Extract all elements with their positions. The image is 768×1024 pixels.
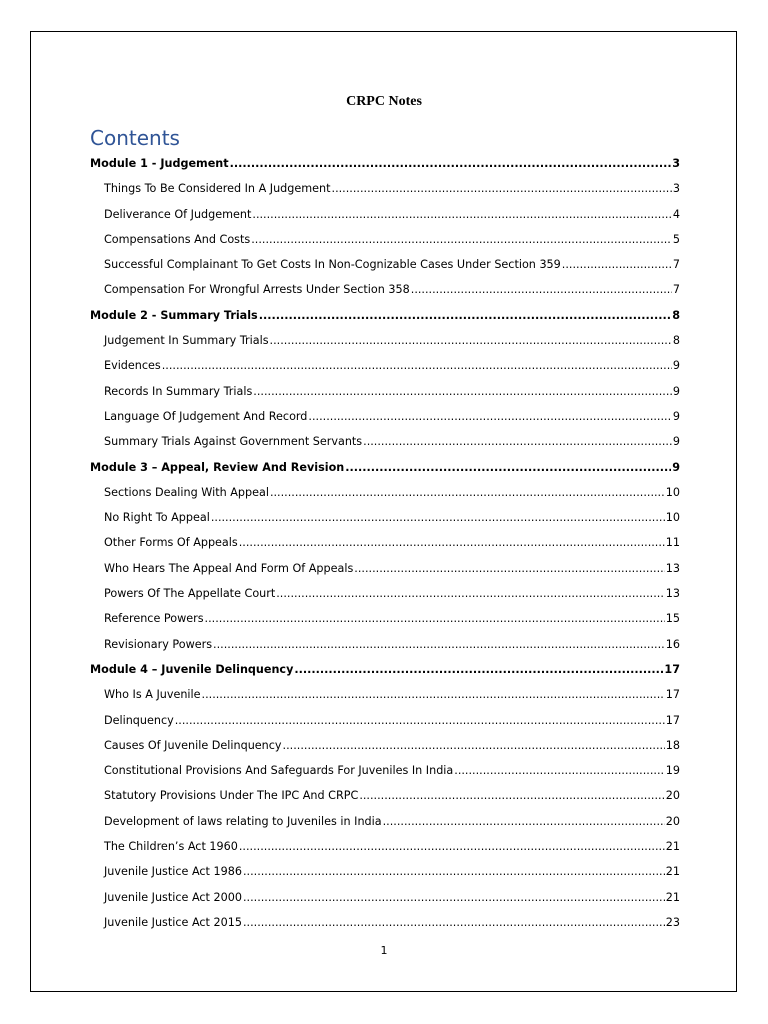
toc-entry-text: Juvenile Justice Act 1986 — [104, 865, 242, 879]
toc-entry-page: 4 — [672, 207, 680, 221]
toc-entry-page: 21 — [665, 890, 680, 904]
toc-dot-leader — [359, 783, 664, 808]
toc-section-entry[interactable] — [90, 530, 680, 555]
toc-entry-page: 9 — [672, 359, 680, 373]
toc-entry-text: Successful Complainant To Get Costs In Non-Cognizable Cases Under Section 359 — [104, 258, 561, 272]
table-of-contents — [90, 151, 680, 935]
toc-dot-leader — [276, 581, 665, 606]
toc-entry-text: Module 2 - Summary Trials — [90, 308, 258, 322]
toc-section-entry[interactable] — [90, 379, 680, 404]
toc-entry-text: Who Is A Juvenile — [104, 688, 201, 702]
toc-module-entry[interactable] — [90, 303, 680, 328]
toc-entry-page: 23 — [665, 915, 680, 929]
toc-dot-leader — [239, 834, 665, 859]
toc-entry-page: 15 — [665, 612, 680, 626]
toc-entry-page: 21 — [665, 840, 680, 854]
toc-section-entry[interactable] — [90, 708, 680, 733]
toc-entry-text: Deliverance Of Judgement — [104, 207, 252, 221]
toc-section-entry[interactable] — [90, 480, 680, 505]
toc-entry-page: 10 — [665, 511, 680, 525]
toc-dot-leader — [243, 859, 665, 884]
toc-section-entry[interactable] — [90, 885, 680, 910]
toc-entry-text: Judgement In Summary Trials — [104, 334, 269, 348]
toc-dot-leader — [251, 227, 672, 252]
toc-entry-text: Delinquency — [104, 713, 174, 727]
toc-section-entry[interactable] — [90, 227, 680, 252]
toc-section-entry[interactable] — [90, 783, 680, 808]
toc-dot-leader — [294, 657, 663, 682]
toc-entry-text: Juvenile Justice Act 2015 — [104, 915, 242, 929]
toc-dot-leader — [383, 809, 665, 834]
toc-section-entry[interactable] — [90, 606, 680, 631]
toc-entry-text: Summary Trials Against Government Servants — [104, 435, 363, 449]
toc-section-entry[interactable] — [90, 353, 680, 378]
toc-module-entry[interactable] — [90, 151, 680, 176]
toc-dot-leader — [345, 455, 671, 480]
toc-entry-text: Constitutional Provisions And Safeguards For Juveniles In India — [104, 764, 454, 778]
toc-entry-text: Powers Of The Appellate Court — [104, 587, 276, 601]
toc-entry-page: 9 — [672, 460, 680, 474]
toc-dot-leader — [211, 505, 665, 530]
toc-entry-page: 21 — [665, 865, 680, 879]
toc-entry-page: 11 — [665, 536, 680, 550]
toc-entry-page: 18 — [665, 738, 680, 752]
toc-section-entry[interactable] — [90, 859, 680, 884]
toc-section-entry[interactable] — [90, 581, 680, 606]
toc-entry-page: 8 — [672, 308, 680, 322]
toc-entry-text: Revisionary Powers — [104, 637, 213, 651]
toc-entry-text: Reference Powers — [104, 612, 204, 626]
toc-section-entry[interactable] — [90, 733, 680, 758]
toc-entry-text: Compensation For Wrongful Arrests Under Section 358 — [104, 283, 410, 297]
toc-entry-page: 3 — [672, 157, 680, 170]
toc-entry-text: Module 1 - Judgement — [90, 157, 229, 170]
toc-entry-text: Juvenile Justice Act 2000 — [104, 890, 242, 904]
toc-entry-text: Compensations And Costs — [104, 232, 251, 246]
toc-entry-text: Records In Summary Trials — [104, 384, 253, 398]
toc-entry-text: Causes Of Juvenile Delinquency — [104, 738, 282, 752]
toc-section-entry[interactable] — [90, 556, 680, 581]
toc-entry-page: 16 — [665, 637, 680, 651]
toc-entry-text: Statutory Provisions Under The IPC And CRPC — [104, 789, 359, 803]
toc-entry-text: Things To Be Considered In A Judgement — [104, 182, 331, 196]
toc-entry-page: 9 — [672, 409, 680, 423]
toc-entry-page: 9 — [672, 435, 680, 449]
toc-section-entry[interactable] — [90, 758, 680, 783]
toc-dot-leader — [162, 353, 672, 378]
page-number: 1 — [380, 944, 388, 957]
toc-section-entry[interactable] — [90, 632, 680, 657]
toc-entry-page: 19 — [665, 764, 680, 778]
toc-dot-leader — [332, 176, 672, 201]
toc-entry-page: 13 — [665, 561, 680, 575]
toc-section-entry[interactable] — [90, 404, 680, 429]
toc-dot-leader — [205, 606, 665, 631]
toc-dot-leader — [213, 632, 665, 657]
toc-dot-leader — [270, 480, 665, 505]
toc-dot-leader — [252, 202, 671, 227]
toc-entry-page: 10 — [665, 485, 680, 499]
toc-entry-text: Module 3 – Appeal, Review And Revision — [90, 460, 345, 474]
toc-entry-text: Sections Dealing With Appeal — [104, 485, 269, 499]
toc-section-entry[interactable] — [90, 176, 680, 201]
toc-dot-leader — [243, 885, 665, 910]
toc-entry-text: No Right To Appeal — [104, 511, 210, 525]
toc-section-entry[interactable] — [90, 429, 680, 454]
toc-dot-leader — [454, 758, 664, 783]
toc-entry-page: 20 — [665, 814, 680, 828]
toc-dot-leader — [308, 404, 671, 429]
toc-entry-page: 17 — [665, 713, 680, 727]
toc-dot-leader — [283, 733, 665, 758]
toc-entry-text: Evidences — [104, 359, 161, 373]
toc-entry-page: 7 — [672, 258, 680, 272]
toc-section-entry[interactable] — [90, 202, 680, 227]
toc-entry-page: 9 — [672, 384, 680, 398]
toc-section-entry[interactable] — [90, 809, 680, 834]
toc-entry-text: Who Hears The Appeal And Form Of Appeals — [104, 561, 354, 575]
toc-dot-leader — [259, 303, 671, 328]
toc-dot-leader — [175, 708, 665, 733]
document-title: CRPC Notes — [346, 94, 422, 109]
toc-entry-page: 5 — [672, 232, 680, 246]
toc-entry-text: Language Of Judgement And Record — [104, 409, 308, 423]
toc-dot-leader — [253, 379, 672, 404]
toc-dot-leader — [411, 277, 672, 302]
toc-entry-page: 17 — [664, 662, 680, 676]
toc-section-entry[interactable] — [90, 277, 680, 302]
toc-section-entry[interactable] — [90, 910, 680, 935]
toc-entry-page: 7 — [672, 283, 680, 297]
toc-entry-page: 13 — [665, 587, 680, 601]
toc-section-entry[interactable] — [90, 682, 680, 707]
toc-dot-leader — [363, 429, 672, 454]
toc-dot-leader — [354, 556, 664, 581]
toc-entry-page: 20 — [665, 789, 680, 803]
toc-dot-leader — [270, 328, 672, 353]
toc-dot-leader — [562, 252, 672, 277]
toc-module-entry[interactable] — [90, 657, 680, 682]
contents-heading: Contents — [90, 126, 180, 150]
toc-module-entry[interactable] — [90, 455, 680, 480]
toc-entry-text: Module 4 – Juvenile Delinquency — [90, 662, 294, 676]
toc-section-entry[interactable] — [90, 252, 680, 277]
toc-dot-leader — [243, 910, 665, 935]
toc-entry-text: The Children’s Act 1960 — [104, 840, 238, 854]
toc-section-entry[interactable] — [90, 834, 680, 859]
toc-entry-page: 8 — [672, 334, 680, 348]
toc-dot-leader — [239, 530, 665, 555]
toc-entry-text: Development of laws relating to Juveniles in India — [104, 814, 382, 828]
toc-dot-leader — [230, 151, 672, 176]
toc-section-entry[interactable] — [90, 328, 680, 353]
toc-entry-page: 17 — [665, 688, 680, 702]
toc-dot-leader — [202, 682, 665, 707]
toc-entry-page: 3 — [672, 182, 680, 196]
toc-section-entry[interactable] — [90, 505, 680, 530]
toc-entry-text: Other Forms Of Appeals — [104, 536, 238, 550]
